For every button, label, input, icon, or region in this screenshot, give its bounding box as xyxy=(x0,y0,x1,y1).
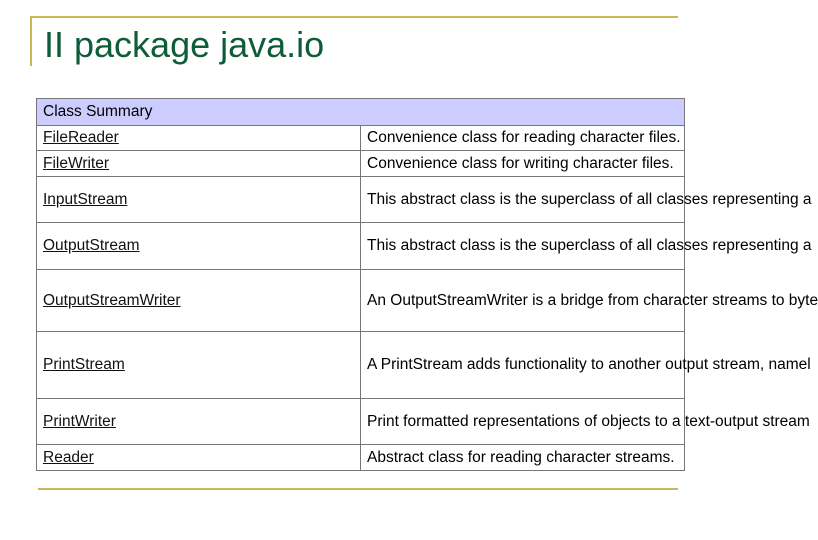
class-summary-table xyxy=(36,98,818,471)
class-link-outputstream[interactable]: OutputStream xyxy=(43,237,140,254)
class-description: An OutputStreamWriter is a bridge from character streams to byte xyxy=(361,270,685,332)
class-description: Convenience class for reading character files. xyxy=(361,126,685,151)
class-description: This abstract class is the superclass of all classes representing a xyxy=(361,177,685,223)
table-row xyxy=(37,223,685,270)
top-rule xyxy=(30,16,678,18)
table-header: Class Summary xyxy=(37,99,685,126)
class-description: Abstract class for reading character streams. xyxy=(361,445,685,471)
class-link-filereader[interactable]: FileReader xyxy=(43,129,119,146)
slide-title: II package java.io xyxy=(44,24,325,65)
table-row xyxy=(37,126,685,151)
table-header-row xyxy=(37,99,685,126)
table-row xyxy=(37,399,685,445)
table-row xyxy=(37,270,685,332)
left-rule xyxy=(30,16,32,66)
class-description: A PrintStream adds functionality to another output stream, namel xyxy=(361,332,685,399)
class-link-printstream[interactable]: PrintStream xyxy=(43,356,125,373)
class-description: This abstract class is the superclass of all classes representing a xyxy=(361,223,685,270)
table-row xyxy=(37,332,685,399)
class-description: Convenience class for writing character files. xyxy=(361,151,685,177)
class-link-printwriter[interactable]: PrintWriter xyxy=(43,412,116,430)
table-row xyxy=(37,445,685,471)
class-link-inputstream[interactable]: InputStream xyxy=(43,190,128,208)
class-description: Print formatted representations of objects to a text-output stream xyxy=(361,399,685,445)
class-link-reader[interactable]: Reader xyxy=(43,448,94,466)
class-link-outputstreamwriter[interactable]: OutputStreamWriter xyxy=(43,291,181,309)
bottom-rule xyxy=(38,488,678,490)
table-row xyxy=(37,151,685,177)
class-link-filewriter[interactable]: FileWriter xyxy=(43,154,110,172)
table-row xyxy=(37,177,685,223)
